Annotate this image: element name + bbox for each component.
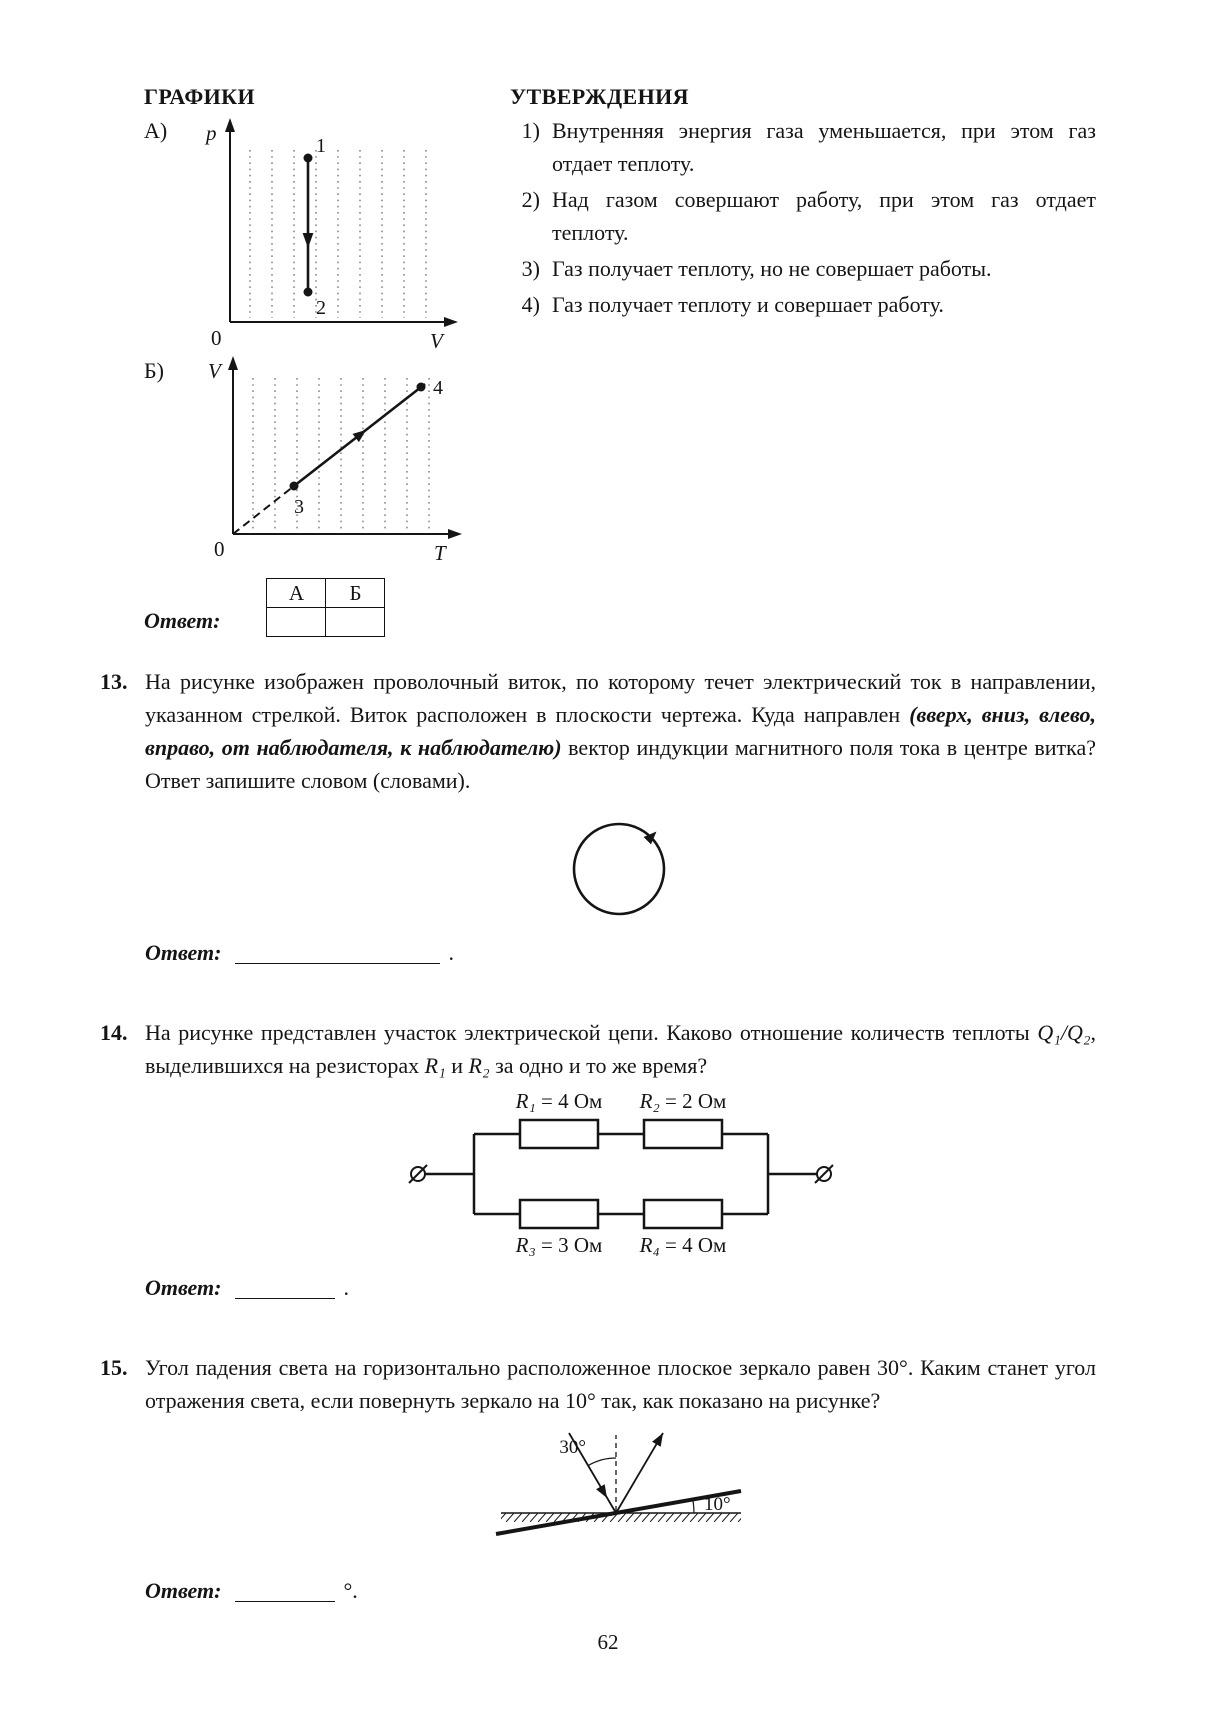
q14-text-2: , выделившихся на резисторах <box>145 1020 1096 1078</box>
q14-text-3: и <box>445 1053 469 1078</box>
graph-a-label: А) <box>144 118 168 143</box>
graph-a-point-2: 2 <box>316 297 326 319</box>
graphs-title: ГРАФИКИ <box>144 84 255 109</box>
matching-answer-table <box>266 578 385 637</box>
question-14-body <box>145 1016 1096 1323</box>
q13-answer-suffix: . <box>448 940 454 965</box>
graph-a <box>144 112 484 352</box>
answer-table-header-b: Б <box>326 579 385 608</box>
answer-cell-a[interactable] <box>267 608 326 637</box>
q15-answer-suffix: °. <box>343 1578 358 1603</box>
resistor-r4-label: R₄ = 4 Ом <box>639 1233 726 1257</box>
left-terminal-icon <box>409 1165 427 1183</box>
q14-text-4: за одно и то же время? <box>489 1053 708 1078</box>
statement-item <box>510 288 1096 321</box>
question-15-text: Угол падения света на горизонтально расположенное плоское зеркало равен 30°. Каким станет угол отражения света, если повернуть зеркало на 10° так, как показано на рисунке? <box>145 1355 1096 1413</box>
answer-cell-b[interactable] <box>326 608 385 637</box>
incident-angle-label: 30° <box>558 1437 586 1458</box>
graph-a-figure <box>178 112 478 352</box>
graph-b-label: Б) <box>144 358 164 383</box>
resistor-r1 <box>520 1120 598 1148</box>
graphs-column <box>100 84 484 637</box>
mirror-figure-wrap <box>145 1423 1096 1568</box>
q13-answer-label: Ответ: <box>145 940 222 965</box>
statement-item <box>510 183 1096 249</box>
matching-answer <box>144 578 484 637</box>
question-15-number: 15. <box>100 1355 128 1380</box>
question-14-answer <box>145 1275 1096 1301</box>
graph-b-process <box>233 384 425 534</box>
question-15-answer <box>145 1578 1096 1604</box>
graph-a-y-label: p <box>206 121 217 145</box>
graph-a-axes <box>230 126 450 322</box>
statement-item <box>510 114 1096 180</box>
graph-b-origin: 0 <box>214 537 225 561</box>
circuit-wires <box>425 1134 817 1214</box>
resistor-r4 <box>644 1200 722 1228</box>
q13-text-after: вектор индукции магнитного поля тока в центре витка? Ответ запишите словом (словами). <box>145 735 1097 793</box>
graph-b-point-4: 4 <box>433 377 443 399</box>
current-loop-figure-wrap <box>145 809 1096 930</box>
q15-answer-label: Ответ: <box>145 1578 222 1603</box>
graph-b-x-label: T <box>434 541 446 564</box>
q14-answer-blank[interactable] <box>235 1276 335 1299</box>
q13-answer-blank[interactable] <box>235 941 440 964</box>
rotation-angle-arc <box>692 1500 693 1514</box>
question-14-text <box>145 1016 1096 1082</box>
graph-a-origin: 0 <box>211 326 222 350</box>
q14-formula-r1: R₁ <box>424 1053 446 1078</box>
incident-arrow-icon <box>596 1484 607 1498</box>
graph-b-point-3: 3 <box>294 496 304 518</box>
statement-text: Внутренняя энергия газа уменьшается, при этом газ отдает теплоту. <box>552 118 1096 176</box>
incident-angle-arc <box>588 1458 616 1466</box>
reflected-arrow-icon <box>652 1433 663 1447</box>
question-13-answer <box>145 940 1096 966</box>
resistor-r1-label: R₁ = 4 Ом <box>515 1090 602 1113</box>
resistors <box>520 1120 722 1228</box>
question-13-body <box>145 665 1096 988</box>
graph-a-grid <box>250 150 426 318</box>
statement-number: 3) <box>521 256 540 281</box>
question-15 <box>100 1351 1096 1626</box>
question-15-body <box>145 1351 1096 1626</box>
q14-answer-label: Ответ: <box>145 1275 222 1300</box>
statement-number: 4) <box>521 292 540 317</box>
q14-text-1: На рисунке представлен участок электрической цепи. Каково отношение количеств теплоты <box>145 1020 1038 1045</box>
current-loop-figure <box>555 809 687 925</box>
circuit-figure-wrap <box>145 1090 1096 1265</box>
resistor-r3-label: R₃ = 3 Ом <box>515 1233 602 1257</box>
q15-answer-blank[interactable] <box>235 1579 335 1602</box>
mirror-figure <box>466 1423 776 1563</box>
statements-list <box>510 114 1096 321</box>
graph-a-x-label: V <box>430 329 443 352</box>
statements-title: УТВЕРЖДЕНИЯ <box>510 84 689 109</box>
statement-number: 2) <box>521 187 540 212</box>
statement-text: Над газом совершают работу, при этом газ отдает теплоту. <box>552 187 1096 245</box>
graph-b-y-label: V <box>208 359 221 383</box>
answer-table-header-a: А <box>267 579 326 608</box>
question-14-number: 14. <box>100 1020 128 1045</box>
statements-column <box>484 84 1096 637</box>
page-number: 62 <box>597 1630 619 1654</box>
statement-text: Газ получает теплоту и совершает работу. <box>552 292 944 317</box>
matching-answer-label: Ответ: <box>144 608 221 633</box>
q13-text-emphasis: (вверх, вниз, влево, вправо, от наблюдателя, к наблюдателю) <box>145 702 1097 760</box>
reflected-ray <box>616 1433 663 1513</box>
question-13-number: 13. <box>100 669 128 694</box>
resistor-r3 <box>520 1200 598 1228</box>
q14-formula-r2: R₂ <box>468 1053 490 1078</box>
graph-b <box>144 352 484 564</box>
statement-text: Газ получает теплоту, но не совершает работы. <box>552 256 992 281</box>
question-14 <box>100 1016 1096 1323</box>
graph-b-figure <box>178 352 478 564</box>
matching-task <box>100 84 1096 637</box>
right-terminal-icon <box>815 1165 833 1183</box>
rotation-angle-label: 10° <box>703 1494 731 1515</box>
q14-formula-q: Q₁/Q₂ <box>1037 1020 1091 1045</box>
q14-answer-suffix: . <box>343 1275 349 1300</box>
statement-item <box>510 252 1096 285</box>
graph-a-point-1: 1 <box>316 135 326 157</box>
circuit-figure <box>386 1090 856 1260</box>
question-13 <box>100 665 1096 988</box>
resistor-r2-label: R₂ = 2 Ом <box>639 1090 726 1113</box>
statement-number: 1) <box>521 118 540 143</box>
question-13-text <box>145 665 1096 797</box>
resistor-r2 <box>644 1120 722 1148</box>
q13-text-before: На рисунке изображен проволочный виток, по которому течет электрический ток в направлении, указанном стрелкой. Виток расположен в плоскости чертежа. Куда направлен <box>145 669 1096 727</box>
